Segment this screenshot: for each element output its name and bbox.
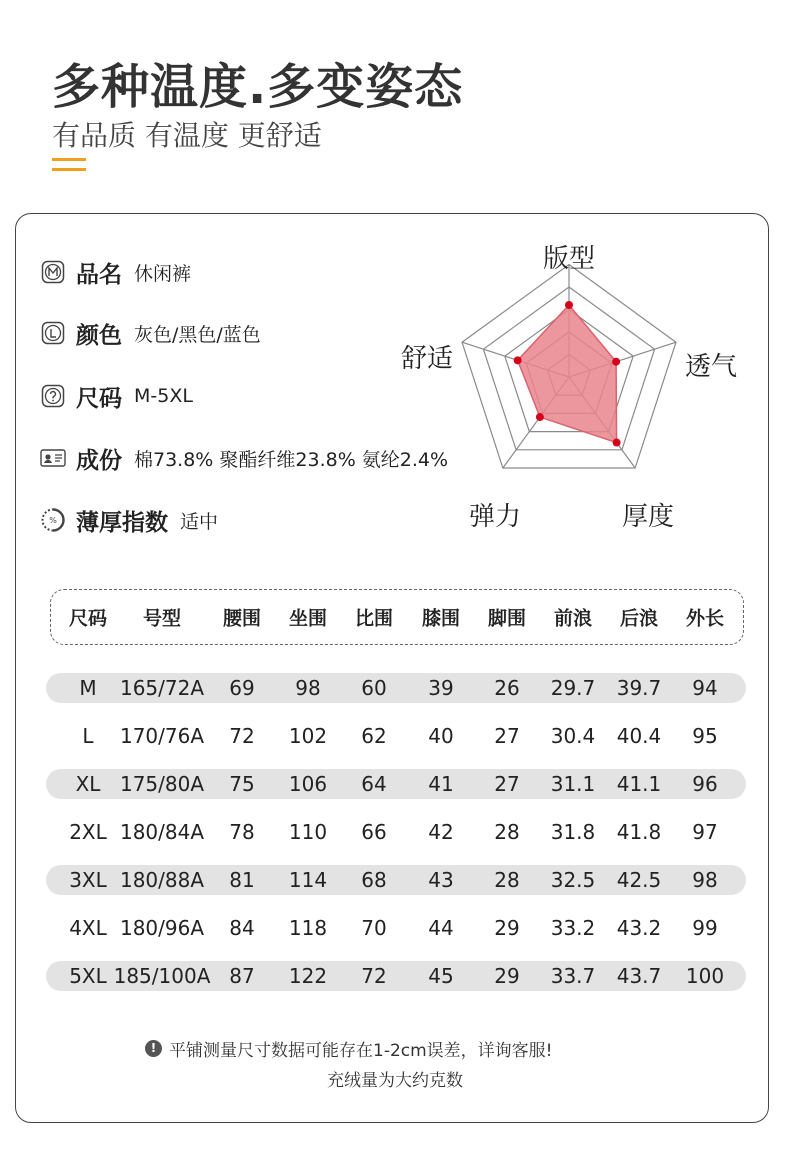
table-cell: 69 xyxy=(229,676,255,700)
header-knee: 膝围 xyxy=(421,607,461,630)
table-cell: 3XL xyxy=(69,868,107,892)
table-cell: 110 xyxy=(288,820,328,844)
table-cell: 5XL xyxy=(69,964,107,988)
page-title: 多种温度.多变姿态 xyxy=(52,59,464,115)
info-label: 薄厚指数 xyxy=(76,509,168,536)
table-cell: 45 xyxy=(428,964,454,988)
table-cell: 98 xyxy=(692,868,718,892)
radar-chart xyxy=(395,235,755,535)
table-cell: 28 xyxy=(494,868,520,892)
radar-label-comfort: 舒适 xyxy=(400,344,453,374)
table-cell: 27 xyxy=(494,772,520,796)
table-cell: 29 xyxy=(494,916,520,940)
table-cell: 96 xyxy=(692,772,718,796)
table-cell: 33.7 xyxy=(550,964,596,988)
radar-label-elasticity: 弹力 xyxy=(468,502,521,532)
l-badge-icon xyxy=(40,320,66,346)
table-cell: 42.5 xyxy=(616,868,662,892)
info-value: 棉73.8% 聚酯纤维23.8% 氨纶2.4% xyxy=(134,448,449,471)
table-cell: 106 xyxy=(288,772,328,796)
table-cell: 81 xyxy=(229,868,255,892)
table-cell: 68 xyxy=(361,868,387,892)
info-label: 尺码 xyxy=(76,385,122,412)
table-cell: 26 xyxy=(494,676,520,700)
table-cell: 43 xyxy=(428,868,454,892)
table-cell: 39 xyxy=(428,676,454,700)
radar-area xyxy=(518,305,617,443)
table-cell: 185/100A xyxy=(113,964,211,988)
info-row-material xyxy=(40,441,448,475)
table-cell: 41.8 xyxy=(616,820,662,844)
table-cell: 175/80A xyxy=(119,772,205,796)
table-cell: 43.2 xyxy=(616,916,662,940)
radar-label-fit: 版型 xyxy=(542,244,596,274)
header-back-rise: 后浪 xyxy=(619,607,659,630)
header-hem: 脚围 xyxy=(487,607,527,630)
radar-point-2 xyxy=(612,358,620,366)
table-cell: 4XL xyxy=(69,916,107,940)
table-cell: 97 xyxy=(692,820,718,844)
table-cell: 33.2 xyxy=(550,916,596,940)
table-cell: 41 xyxy=(428,772,454,796)
table-cell: 31.1 xyxy=(550,772,596,796)
table-cell: 60 xyxy=(361,676,387,700)
info-value: 灰色/黑色/蓝色 xyxy=(134,323,261,346)
table-cell: 32.5 xyxy=(550,868,596,892)
table-cell: 180/88A xyxy=(119,868,205,892)
header-waist: 腰围 xyxy=(222,607,262,630)
accent-line-bottom xyxy=(52,168,86,171)
table-cell: 170/76A xyxy=(119,724,205,748)
header-front-rise: 前浪 xyxy=(553,607,593,630)
table-cell: 87 xyxy=(229,964,255,988)
svg-text:%: % xyxy=(49,516,57,525)
m-badge-icon xyxy=(40,259,66,285)
table-cell: 62 xyxy=(361,724,387,748)
table-cell: 180/96A xyxy=(119,916,205,940)
table-cell: 39.7 xyxy=(616,676,662,700)
info-row-thickness xyxy=(40,503,218,537)
table-cell: 95 xyxy=(692,724,718,748)
info-row-size xyxy=(40,379,193,413)
info-value: M-5XL xyxy=(134,385,193,407)
filling-note: 充绒量为大约克数 xyxy=(327,1071,463,1091)
table-cell: 84 xyxy=(229,916,255,940)
table-cell: 70 xyxy=(361,916,387,940)
table-cell: 118 xyxy=(288,916,328,940)
table-cell: 99 xyxy=(692,916,718,940)
measurement-note xyxy=(145,1036,553,1060)
table-cell: 27 xyxy=(494,724,520,748)
table-cell: 165/72A xyxy=(119,676,205,700)
table-cell: 72 xyxy=(229,724,255,748)
header-body-type: 号型 xyxy=(142,607,182,630)
radar-point-4 xyxy=(536,413,544,421)
table-cell: 41.1 xyxy=(616,772,662,796)
page-subtitle: 有品质 有温度 更舒适 xyxy=(52,119,322,152)
table-cell: 94 xyxy=(692,676,718,700)
table-cell: 75 xyxy=(229,772,255,796)
header-size: 尺码 xyxy=(68,607,108,630)
table-cell: L xyxy=(82,724,94,748)
table-cell: 28 xyxy=(494,820,520,844)
table-cell: 40 xyxy=(428,724,454,748)
id-card-icon xyxy=(40,445,66,471)
table-cell: 122 xyxy=(288,964,328,988)
table-cell: 102 xyxy=(288,724,328,748)
warning-icon: ! xyxy=(145,1040,162,1057)
info-label: 颜色 xyxy=(76,322,122,349)
radar-point-5 xyxy=(514,356,522,364)
radar-label-thickness: 厚度 xyxy=(622,502,675,532)
table-cell: M xyxy=(79,676,97,700)
accent-line-top xyxy=(52,158,86,161)
table-cell: 72 xyxy=(361,964,387,988)
percent-gauge-icon xyxy=(40,507,66,533)
info-value: 适中 xyxy=(180,510,219,533)
header-hip: 坐围 xyxy=(288,607,328,630)
table-cell: 29 xyxy=(494,964,520,988)
measurement-note-text: 平铺测量尺寸数据可能存在1-2cm误差，详询客服! xyxy=(169,1040,553,1061)
radar-point-1 xyxy=(565,301,573,309)
table-cell: XL xyxy=(75,772,101,796)
table-cell: 43.7 xyxy=(616,964,662,988)
info-label: 品名 xyxy=(76,261,122,288)
question-badge-icon xyxy=(40,383,66,409)
table-cell: 66 xyxy=(361,820,387,844)
radar-point-3 xyxy=(613,439,621,447)
table-cell: 64 xyxy=(361,772,387,796)
table-cell: 100 xyxy=(685,964,725,988)
table-cell: 40.4 xyxy=(616,724,662,748)
table-cell: 78 xyxy=(229,820,255,844)
table-cell: 114 xyxy=(288,868,328,892)
table-cell: 30.4 xyxy=(550,724,596,748)
info-label: 成份 xyxy=(76,447,122,474)
table-cell: 98 xyxy=(295,676,321,700)
table-cell: 180/84A xyxy=(119,820,205,844)
radar-label-breathable: 透气 xyxy=(685,352,738,382)
table-cell: 31.8 xyxy=(550,820,596,844)
info-row-name xyxy=(40,255,191,289)
table-cell: 42 xyxy=(428,820,454,844)
table-cell: 44 xyxy=(428,916,454,940)
table-cell: 2XL xyxy=(69,820,107,844)
header-length: 外长 xyxy=(685,607,725,630)
info-value: 休闲裤 xyxy=(134,262,192,285)
info-row-color xyxy=(40,316,261,350)
header-thigh: 比围 xyxy=(354,607,394,630)
table-cell: 29.7 xyxy=(550,676,596,700)
